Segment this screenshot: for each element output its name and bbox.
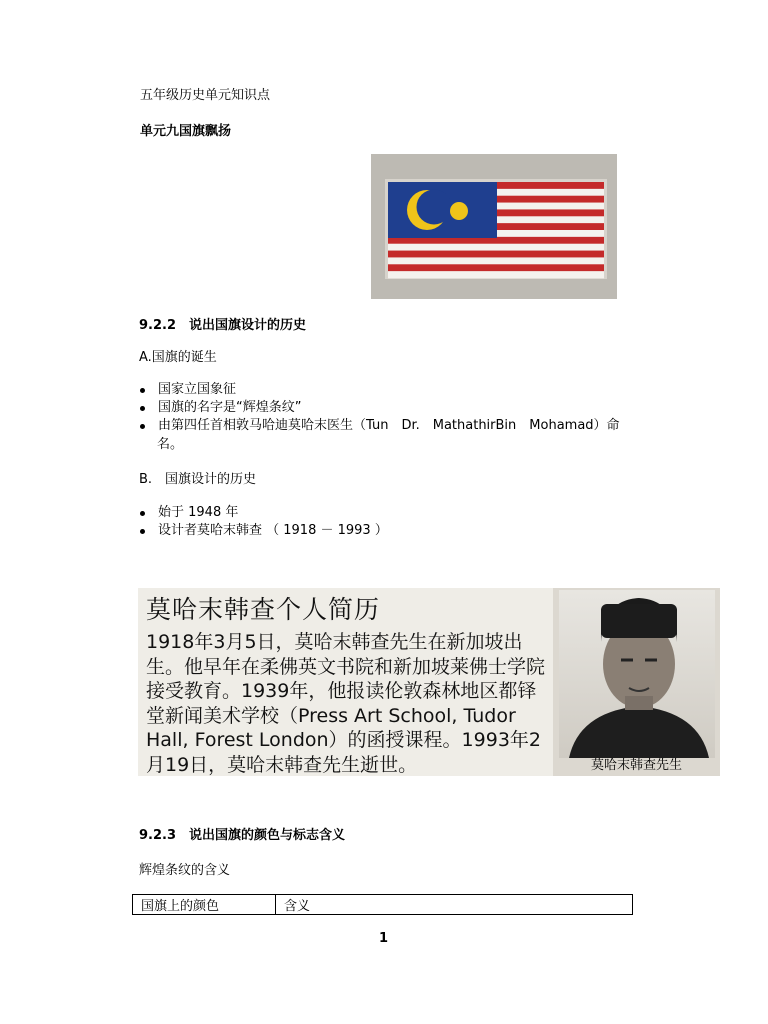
list-item-continuation: 名。 xyxy=(157,437,184,452)
biography-title: 莫哈末韩查个人简历 xyxy=(146,595,381,624)
section-9-2-3-heading: 9.2.3 说出国旗的颜色与标志含义 xyxy=(139,828,346,843)
biography-image xyxy=(138,588,720,776)
subsection-b-heading: B. 国旗设计的历史 xyxy=(139,472,257,487)
portrait-photo xyxy=(553,588,720,776)
bullet-list-b xyxy=(138,504,388,540)
subsection-a-heading: A.国旗的诞生 xyxy=(139,350,217,365)
portrait-figure-icon xyxy=(559,590,715,758)
flag-white-stripe xyxy=(388,257,604,264)
flag-red-stripe xyxy=(388,251,604,258)
unit-title: 单元九国旗飘扬 xyxy=(140,124,232,139)
list-item: 设计者莫哈末韩查 （ 1918 － 1993 ） xyxy=(138,522,388,540)
list-item: 由第四任首相敦马哈迪莫哈末医生（Tun Dr. MathathirBin Mohamad）命 xyxy=(138,417,620,435)
meaning-title: 辉煌条纹的含义 xyxy=(139,863,231,878)
list-item: 国家立国象征 xyxy=(138,381,620,399)
table-row xyxy=(133,895,633,915)
table-header-color: 国旗上的颜色 xyxy=(133,895,276,915)
biography-text-block xyxy=(146,594,551,776)
flag-white-stripe xyxy=(388,271,604,278)
table-header-meaning: 含义 xyxy=(276,895,633,915)
meaning-table xyxy=(132,894,633,915)
section-9-2-2-heading: 9.2.2 说出国旗设计的历史 xyxy=(139,318,307,333)
portrait-caption: 莫哈末韩查先生 xyxy=(590,758,682,773)
document-header: 五年级历史单元知识点 xyxy=(140,88,271,103)
list-item: 国旗的名字是“辉煌条纹” xyxy=(138,399,620,417)
bullet-list-a xyxy=(138,381,620,435)
biography-body: 1918年3月5日，莫哈末韩查先生在新加坡出生。他早年在柔佛英文书院和新加坡莱佛士学院接受教育。1939年，他报读伦敦森林地区都铎堂新闻美术学校（Press Art School, Tudor Hall, Forest London）的函授课程。1993年2月19日，莫哈末韩查先生逝世。 xyxy=(146,631,546,776)
list-item: 始于 1948 年 xyxy=(138,504,388,522)
malaysia-flag-image xyxy=(371,154,617,299)
flag-white-stripe xyxy=(388,244,604,251)
page-number: 1 xyxy=(379,931,389,946)
flag-red-stripe xyxy=(388,264,604,271)
portrait-frame xyxy=(559,590,715,758)
